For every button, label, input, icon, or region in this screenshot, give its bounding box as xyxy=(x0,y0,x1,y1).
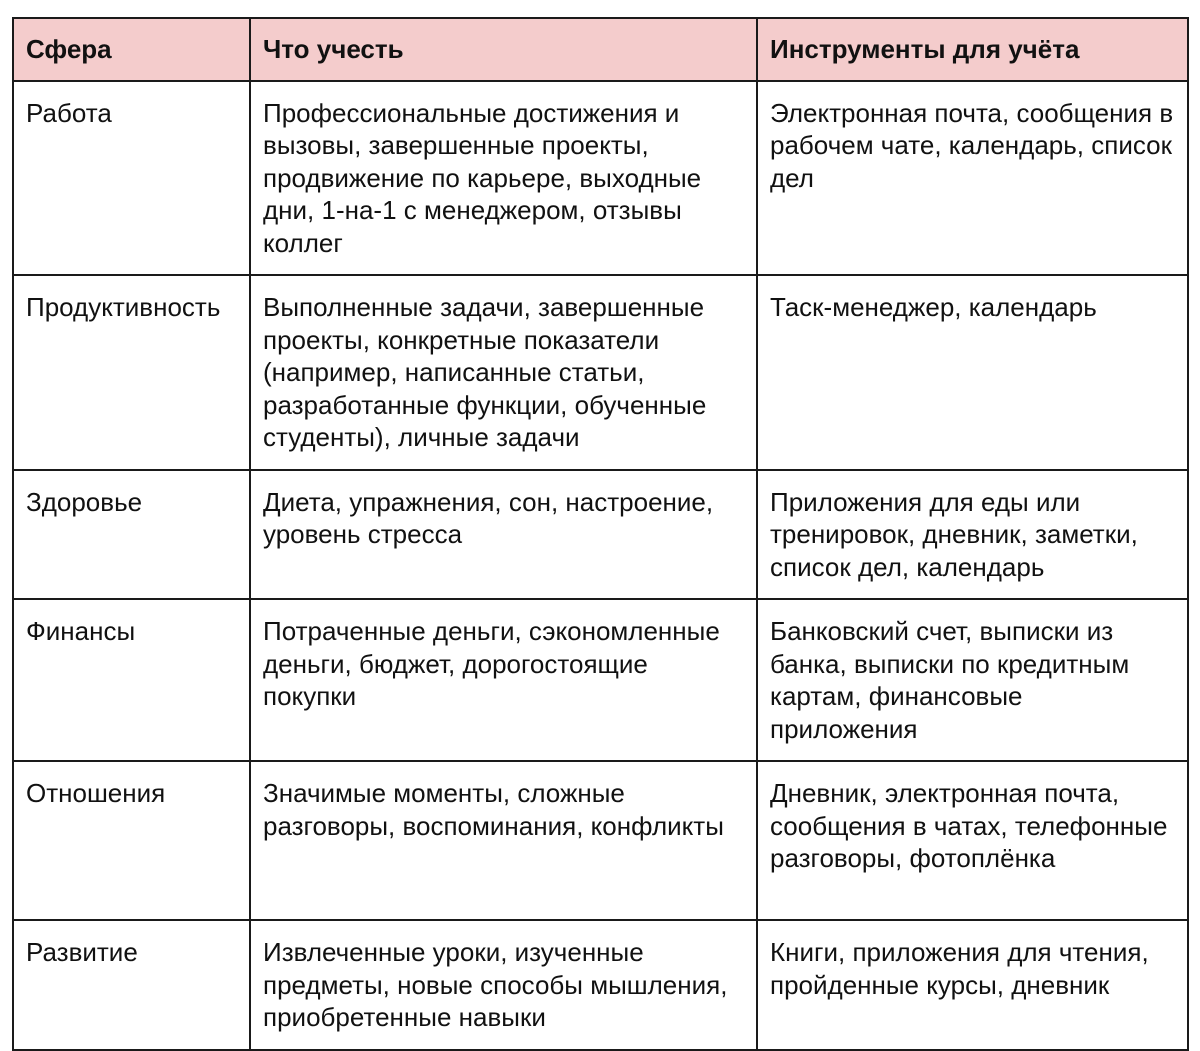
cell-tools: Электронная почта, сообщения в рабочем чате, календарь, список дел xyxy=(757,81,1188,276)
cell-what: Потраченные деньги, сэкономленные деньги, бюджет, дорогостоящие покупки xyxy=(250,599,757,761)
cell-tools: Банковский счет, выписки из банка, выписки по кредитным картам, финансовые приложения xyxy=(757,599,1188,761)
cell-what: Выполненные задачи, завершенные проекты, конкретные показатели (например, написанные статьи, разработанные функции, обученные студенты), личные задачи xyxy=(250,275,757,470)
header-area: Сфера xyxy=(13,18,250,81)
cell-what: Профессиональные достижения и вызовы, завершенные проекты, продвижение по карьере, выходные дни, 1-на-1 с менеджером, отзывы коллег xyxy=(250,81,757,276)
cell-tools: Приложения для еды или тренировок, дневник, заметки, список дел, календарь xyxy=(757,470,1188,600)
cell-area: Продуктивность xyxy=(13,275,250,470)
tracking-table xyxy=(12,17,1189,1051)
table-row xyxy=(13,81,1188,276)
cell-area: Отношения xyxy=(13,761,250,920)
cell-tools: Книги, приложения для чтения, пройденные курсы, дневник xyxy=(757,920,1188,1050)
table-row xyxy=(13,599,1188,761)
cell-what: Извлеченные уроки, изученные предметы, новые способы мышления, приобретенные навыки xyxy=(250,920,757,1050)
cell-what: Диета, упражнения, сон, настроение, уровень стресса xyxy=(250,470,757,600)
table-row xyxy=(13,470,1188,600)
table-row xyxy=(13,761,1188,920)
cell-area: Здоровье xyxy=(13,470,250,600)
header-what: Что учесть xyxy=(250,18,757,81)
header-tools: Инструменты для учёта xyxy=(757,18,1188,81)
cell-tools: Дневник, электронная почта, сообщения в чатах, телефонные разговоры, фотоплёнка xyxy=(757,761,1188,920)
cell-area: Развитие xyxy=(13,920,250,1050)
cell-area: Работа xyxy=(13,81,250,276)
table-row xyxy=(13,275,1188,470)
cell-area: Финансы xyxy=(13,599,250,761)
cell-what: Значимые моменты, сложные разговоры, воспоминания, конфликты xyxy=(250,761,757,920)
header-row xyxy=(13,18,1188,81)
table-row xyxy=(13,920,1188,1050)
cell-tools: Таск-менеджер, календарь xyxy=(757,275,1188,470)
